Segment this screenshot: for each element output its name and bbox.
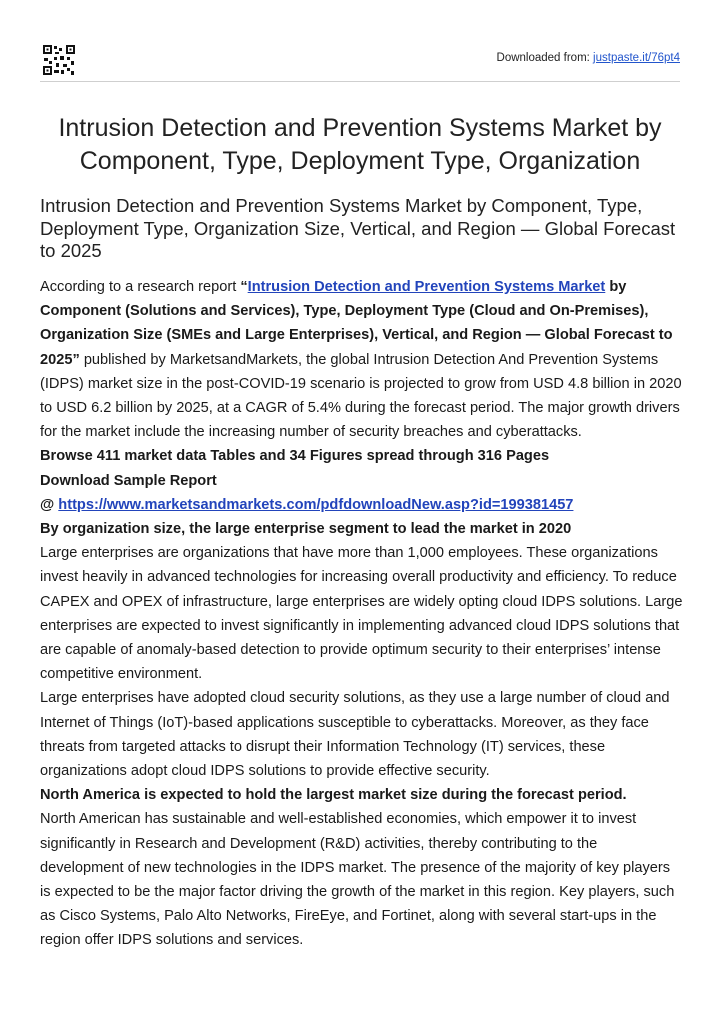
download-source <box>497 52 680 64</box>
section1-paragraph-1: Large enterprises are organizations that have more than 1,000 employees. These organizations invest heavily in advanced technologies for increasing overall productivity and efficiency. To reduce CAPEX and OPEX of infrastructure, large enterprises are widely opting cloud IDPS solutions. Large enterprises are expected to invest significantly in implementing advanced cloud IDPS solutions that are capable of anomaly-based detection to provide optimum security to their enterprises’ intense competitive environment. <box>40 545 683 683</box>
header-divider <box>40 81 680 82</box>
section-heading-organization-size: By organization size, the large enterprise segment to lead the market in 2020 <box>40 521 572 538</box>
download-source-link[interactable]: justpaste.it/76pt4 <box>593 52 680 64</box>
section2-paragraph-1: North American has sustainable and well-established economies, which empower it to invest significantly in Research and Development (R&D) activities, thereby contributing to the development of new technologies in the IDPS market. The presence of the majority of key players is expected to be the major factor driving the growth of the market in this region. Key players, such as Cisco Systems, Palo Alto Networks, FireEye, and Fortinet, along with several start-ups in the region offer IDPS solutions and services. <box>40 811 675 949</box>
page-subtitle: Intrusion Detection and Prevention Systems Market by Component, Type, Deployment Type, Organization Size, Vertical, and Region — Global Forecast to 2025 <box>40 195 676 261</box>
intro-lead: According to a research report <box>40 279 241 295</box>
qr-code-icon <box>42 44 76 76</box>
browse-line: Browse 411 market data Tables and 34 Figures spread through 316 Pages <box>40 448 550 465</box>
sample-report-link[interactable]: https://www.marketsandmarkets.com/pdfdownloadNew.asp?id=199381457 <box>58 496 574 513</box>
download-sample-label: Download Sample Report <box>40 472 217 489</box>
page-title: Intrusion Detection and Prevention Systems Market by Component, Type, Deployment Type, Organization <box>58 114 662 175</box>
downloaded-from-label: Downloaded from: <box>496 52 594 64</box>
article-body <box>40 275 684 953</box>
report-title: by Component (Solutions and Services), Type, Deployment Type (Cloud and On-Premises), Organization Size (SMEs and Large Enterprises), Vertical, and Region — Global Forecast to 2025” <box>40 279 673 368</box>
section-heading-north-america: North America is expected to hold the largest market size during the forecast period. <box>40 787 627 804</box>
intro-paragraph <box>40 275 684 444</box>
quote-open: “ <box>240 279 248 295</box>
report-link[interactable]: Intrusion Detection and Prevention Systems Market <box>247 279 606 295</box>
sample-at: @ <box>40 496 59 513</box>
section1-paragraph-2: Large enterprises have adopted cloud security solutions, as they use a large number of cloud and Internet of Things (IoT)-based applications susceptible to cyberattacks. Moreover, as they face threats from targeted attacks to disrupt their Information Technology (IT) services, these organizations adopt cloud IDPS solutions to provide effective security. <box>40 690 670 780</box>
intro-text: published by MarketsandMarkets, the global Intrusion Detection And Prevention Systems (IDPS) market size in the post-COVID-19 scenario is projected to grow from USD 4.8 billion in 2020 to USD 6.2 billion by 2025, at a CAGR of 5.4% during the forecast period. The major growth drivers for the market include the increasing number of security breaches and cyberattacks. <box>40 351 682 441</box>
